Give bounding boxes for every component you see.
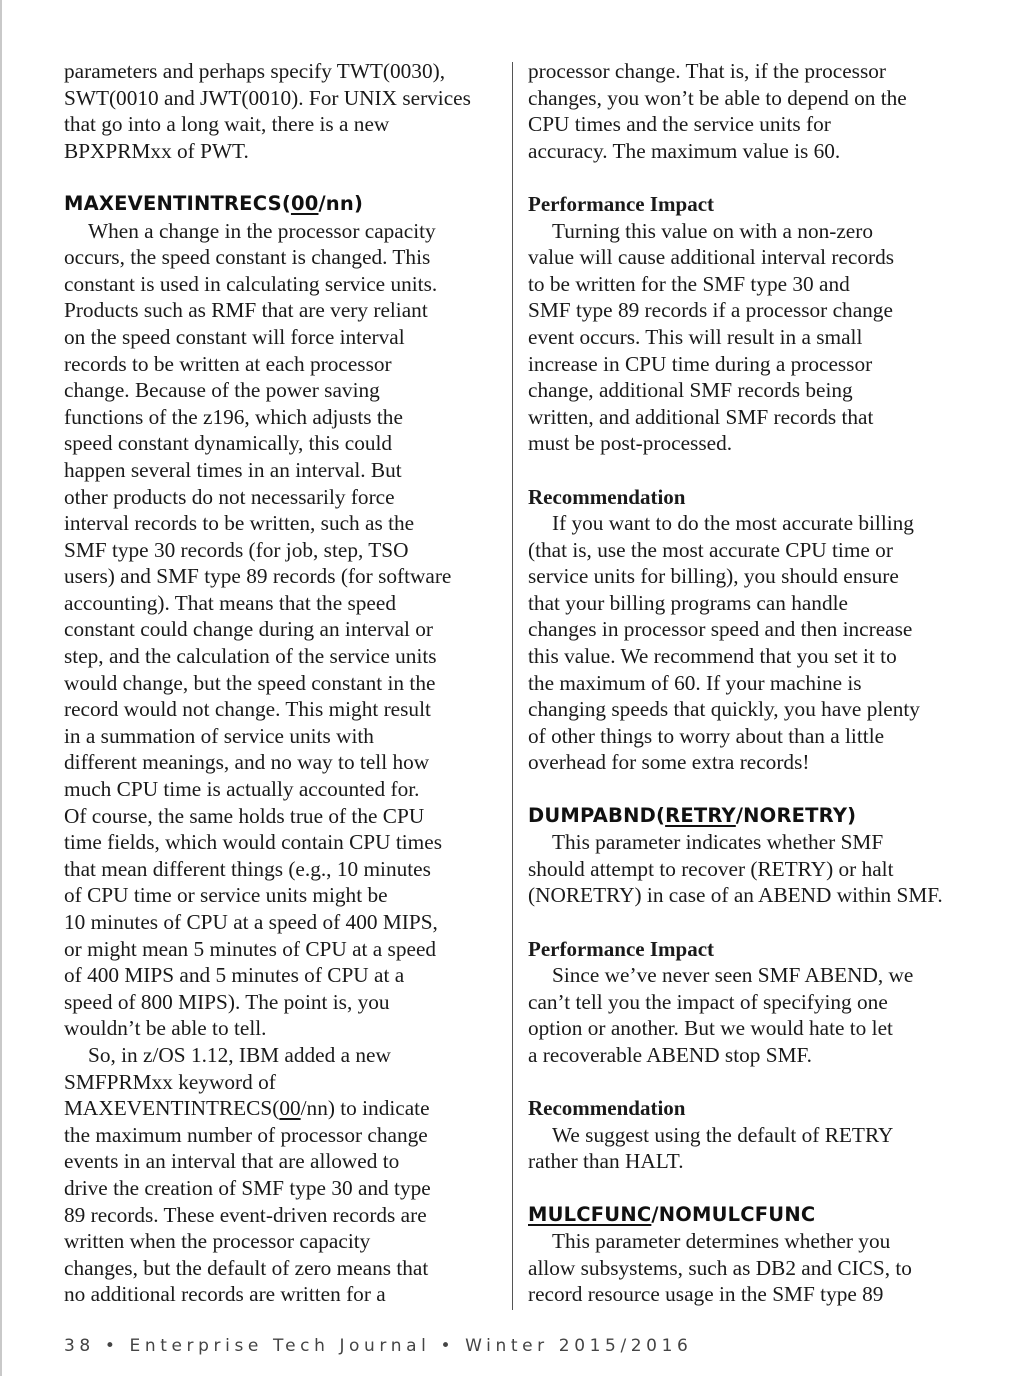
performance-impact-body-1: Turning this value on with a non-zero value will cause additional interval records to be written for the SMF type 30 and SMF type 89 records if a processor change event occurs. This will result in a small increase in CPU time during a processor change, additional SMF records being written, and additional SMF records that must be post-processed. [528, 218, 895, 456]
left-column [64, 58, 500, 1308]
page-edge [0, 0, 2, 1376]
recommendation-body-2: We suggest using the default of RETRY rather than HALT. [528, 1122, 894, 1174]
maxevent-body-paragraph-2: So, in z/OS 1.12, IBM added a new SMFPRMxx keyword of MAXEVENTINTRECS(00/nn) to indicate the maximum number of processor change events in an interval that are allowed to drive the creation of SMF type 30 and type 89 records. These event-driven records are written when the processor capacity changes, but the default of zero means that no additional records are written for a [64, 1042, 431, 1307]
mulcfunc-heading: MULCFUNC/NOMULCFUNC [528, 1202, 816, 1226]
intro-paragraph: parameters and perhaps specify TWT(0030), SWT(0010 and JWT(0010). For UNIX services that go into a long wait, there is a new BPXPRMxx of PWT. [64, 59, 471, 163]
maxeventintrecs-heading: MAXEVENTINTRECS(00/nn) [64, 191, 364, 215]
issue-date: Winter 2015/2016 [465, 1336, 693, 1356]
continuation-paragraph: processor change. That is, if the processor changes, you won’t be able to depend on the CPU times and the service units for accuracy. The maximum value is 60. [528, 59, 907, 163]
maxevent-body-paragraph-1: When a change in the processor capacity occurs, the speed constant is changed. This constant is used in calculating service units. Products such as RMF that are very reliant on the speed constant will force interval records to be written at each processor change. Because of the power saving functions of the z196, which adjusts the speed constant dynamically, this could happen several times in an interval. But other products do not necessarily force interval records to be written, such as the SMF type 30 records (for job, step, TSO users) and SMF type 89 records (for software accounting). That means that the speed constant could change during an interval or step, and the calculation of the service units would change, but the speed constant in the record would not change. This might result in a summation of service units with different meanings, and no way to tell how much CPU time is actually accounted for. Of course, the same holds true of the CPU time fields, which would contain CPU times that mean different things (e.g., 10 minutes of CPU time or service units might be 10 minutes of CPU at a speed of 400 MIPS, or might mean 5 minutes of CPU at a speed of 400 MIPS and 5 minutes of CPU at a speed of 800 MIPS). The point is, you wouldn’t be able to tell. [64, 218, 452, 1041]
recommendation-heading-2: Recommendation [528, 1096, 686, 1121]
performance-impact-body-2: Since we’ve never seen SMF ABEND, we can’t tell you the impact of specifying one option or another. But we would hate to let a recoverable ABEND stop SMF. [528, 963, 914, 1067]
performance-impact-heading-2: Performance Impact [528, 936, 715, 961]
recommendation-body-1: If you want to do the most accurate billing (that is, use the most accurate CPU time or service units for billing), you should ensure that your billing programs can handle changes in processor speed and then increase this value. We recommend that you set it to the maximum of 60. If your machine is changing speeds that quickly, you have plenty of other things to worry about than a little overhead for some extra records! [528, 511, 920, 775]
page-number: 38 [64, 1336, 95, 1356]
performance-impact-heading-1: Performance Impact [528, 191, 715, 216]
footer-separator: • [440, 1336, 456, 1356]
mulcfunc-body: This parameter determines whether you allow subsystems, such as DB2 and CICS, to record resource usage in the SMF type 89 [528, 1229, 912, 1307]
dumpabnd-body: This parameter indicates whether SMF should attempt to recover (RETRY) or halt (NORETRY) in case of an ABEND within SMF. [528, 830, 943, 908]
column-divider [512, 62, 513, 1310]
right-column [528, 58, 968, 1308]
recommendation-heading-1: Recommendation [528, 484, 686, 509]
publication-name: Enterprise Tech Journal [129, 1336, 431, 1356]
page-footer [64, 1336, 692, 1356]
footer-separator: • [104, 1336, 120, 1356]
dumpabnd-heading: DUMPABND(RETRY/NORETRY) [528, 803, 857, 827]
